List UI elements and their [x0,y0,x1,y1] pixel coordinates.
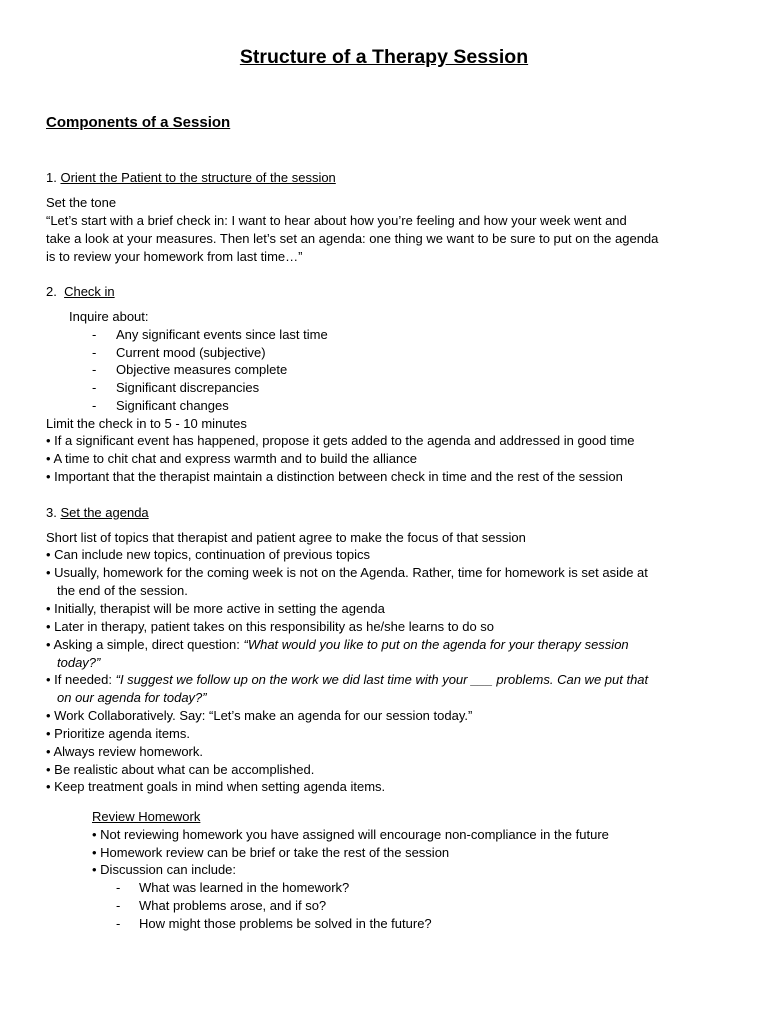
inquire-label: Inquire about: [69,309,149,324]
section-2-heading [46,283,115,301]
section-1-heading [46,169,336,187]
dash-marker: - [92,380,97,395]
bullet-item: • Work Collaboratively. Say: “Let’s make an agenda for our session today.” [46,708,473,723]
section-3-title: Set the agenda [60,505,149,520]
page-title: Structure of a Therapy Session [239,46,529,68]
dash-marker: - [92,327,97,342]
list-item: What was learned in the homework? [139,880,350,895]
list-item: What problems arose, and if so? [139,898,327,913]
list-item: Objective measures complete [116,362,288,377]
dash-marker: - [116,916,121,931]
dash-marker: - [92,345,97,360]
components-heading: Components of a Session [46,114,231,131]
bullet-item [46,636,629,654]
bullet-item: • A time to chit chat and express warmth and to build the alliance [46,451,417,466]
section-1-number: 1. [46,170,57,185]
bullet-continuation: the end of the session. [57,583,188,598]
bullet-item: • Discussion can include: [92,862,237,877]
bullet-item: • Can include new topics, continuation of previous topics [46,547,370,562]
bullet-text: • If needed: [46,672,116,687]
set-tone-text: Set the tone [46,195,117,210]
section-1-title: Orient the Patient to the structure of the session [60,170,336,185]
italic-quote: “What would you like to put on the agenda for your therapy session [243,637,629,652]
bullet-item: • Prioritize agenda items. [46,726,191,741]
list-item: Current mood (subjective) [116,345,266,360]
list-item: Significant discrepancies [116,380,260,395]
section-2-title: Check in [64,284,115,299]
bullet-item: • Not reviewing homework you have assigned will encourage non-compliance in the future [92,827,609,842]
list-item: Any significant events since last time [116,327,328,342]
section-3-heading [46,504,149,522]
bullet-continuation: on our agenda for today?” [57,690,207,705]
quote-line: is to review your homework from last time…” [46,249,303,264]
bullet-item: • Usually, homework for the coming week is not on the Agenda. Rather, time for homework is set aside at [46,565,648,580]
bullet-item [46,671,648,689]
italic-quote: “I suggest we follow up on the work we did last time with your ___ problems. Can we put that [115,672,649,687]
section-3-number: 3. [46,505,57,520]
dash-marker: - [92,398,97,413]
bullet-text: • Asking a simple, direct question: [46,637,244,652]
dash-marker: - [92,362,97,377]
bullet-item: • Keep treatment goals in mind when setting agenda items. [46,779,386,794]
section-2-number: 2. [46,284,57,299]
limit-text: Limit the check in to 5 - 10 minutes [46,416,247,431]
list-item: Significant changes [116,398,229,413]
quote-line: take a look at your measures. Then let’s set an agenda: one thing we want to be sure to put on the agenda [46,231,659,246]
bullet-item: • Homework review can be brief or take the rest of the session [92,845,450,860]
dash-marker: - [116,898,121,913]
bullet-continuation: today?” [57,655,101,670]
list-item: How might those problems be solved in the future? [139,916,432,931]
bullet-item: • Initially, therapist will be more active in setting the agenda [46,601,385,616]
bullet-item: • Be realistic about what can be accomplished. [46,762,315,777]
bullet-item: • Always review homework. [46,744,203,759]
review-homework-heading: Review Homework [92,809,201,824]
bullet-item: • Important that the therapist maintain a distinction between check in time and the rest of the session [46,469,623,484]
dash-marker: - [116,880,121,895]
bullet-item: • Later in therapy, patient takes on this responsibility as he/she learns to do so [46,619,495,634]
quote-line: “Let’s start with a brief check in: I want to hear about how you’re feeling and how your week went and [46,213,627,228]
section-3-intro: Short list of topics that therapist and patient agree to make the focus of that session [46,530,526,545]
bullet-item: • If a significant event has happened, propose it gets added to the agenda and addressed in good time [46,433,635,448]
